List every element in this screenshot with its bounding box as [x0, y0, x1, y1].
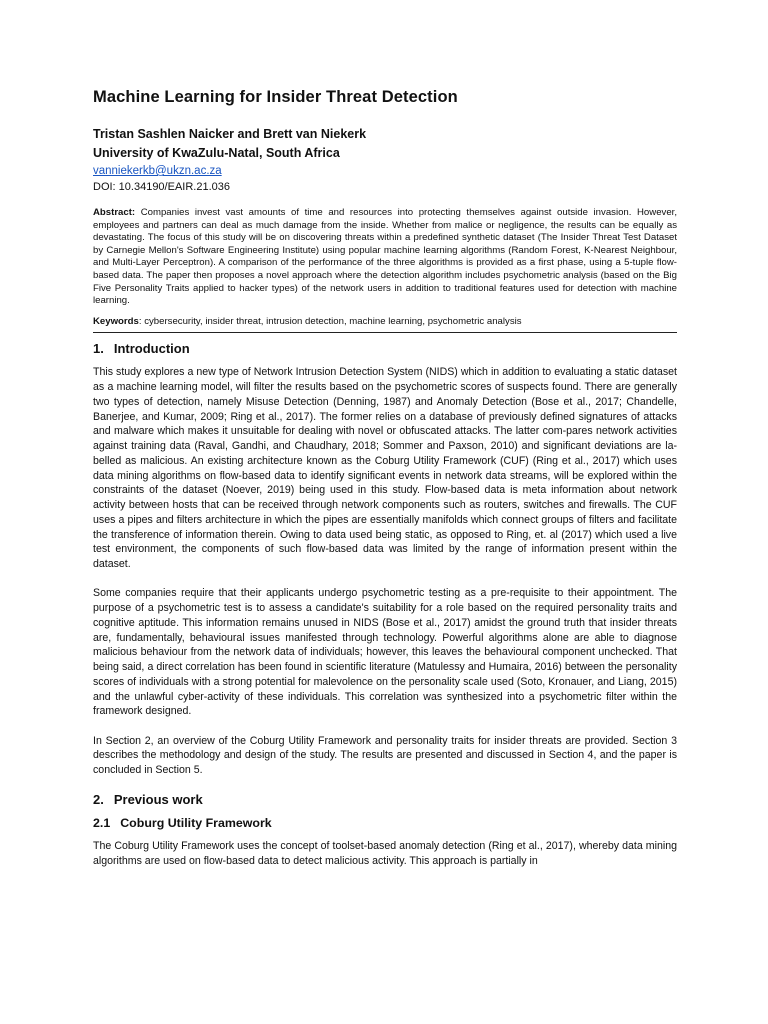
section-title: Introduction [113, 341, 190, 357]
intro-paragraph-3: In Section 2, an overview of the Coburg Utility Framework and personality traits for insider threats are provided. Section 3 describes the methodology and design of the study. The results are presented and discussed in Section 4, and the paper is concluded in Section 5. [93, 734, 677, 777]
coburg-paragraph: The Coburg Utility Framework uses the concept of toolset-based anomaly detection (Ring et al., 2017), whereby data mining algorithms are used on flow-based data to detect malicious activity. This approach is partially in [93, 840, 677, 868]
section-number: 1. [93, 341, 104, 357]
paper-doi: DOI: 10.34190/EAIR.21.036 [93, 181, 230, 193]
paper-title: Machine Learning for Insider Threat Detection [93, 88, 458, 106]
keywords-label: Keywords [93, 315, 139, 327]
section-heading-introduction [93, 341, 677, 356]
section-heading-previous-work [93, 792, 677, 807]
section-divider [93, 332, 677, 333]
keywords [93, 316, 677, 329]
section-number: 2. [93, 792, 104, 808]
intro-paragraph-2: Some companies require that their applicants undergo psychometric testing as a pre-requisite to their appointment. The purpose of a psychometric test is to assess a candidate's suitability for a role based on the required personality traits and cognitive aptitude. This information remains unused in NIDS (Bose et al., 2017) amidst the ground truth that insider threats are, fundamentally, behavioural issues manifested through technology. Powerful algorithms alone are able to diagnose malicious behaviour from the network data of individuals; however, this leaves the behavioural component unchecked. That being said, a direct correlation has been found in scientific literature (Matulessy and Humaira, 2016) between the personality scores of individuals with a strong potential for malevolence on the personality scale used (Soto, Kronauer, and Liang, 2015) and the unlawful cyber-activity of these individuals. This correlation was synthesized into a psychometric filter within the framework designed. [93, 587, 677, 718]
abstract-label: Abstract: [93, 207, 136, 218]
subsection-heading-coburg [93, 816, 677, 830]
subsection-title: Coburg Utility Framework [120, 816, 272, 831]
subsection-number: 2.1 [93, 816, 111, 831]
abstract [93, 207, 677, 308]
abstract-text: Companies invest vast amounts of time and resources into protecting themselves against outside invasion. However, employees and partners can deal as much damage from the inside. Whether from malice or negligence, the results can be equally as devastating. The focus of this study will be on discovering threats within a predefined synthetic dataset (The Insider Threat Test Dataset by Carnegie Mellon's Software Engineering Institute) using popular machine learning algorithms (Random Forest, K-Nearest Neighbour, and Multi-Layer Perceptron). A comparison of the performance of the three algorithms is provided as a first phase, using a 5-tuple flow-based data. The paper then proposes a novel approach where the detection algorithm includes psychometric analysis (based on the Big Five Personality Traits applied to hacker types) of the network users in addition to traditional features used for detection with machine learning. [93, 207, 677, 307]
intro-paragraph-1: This study explores a new type of Network Intrusion Detection System (NIDS) which in addition to evaluating a static dataset as a machine learning model, will filter the results based on the psychometric scores of suspects found. There are generally two types of detection, namely Misuse Detection (Denning, 1987) and Anomaly Detection (Bose et al., 2017; Chandelle, Banerjee, and Kumar, 2009; Ring et al., 2017). The former relies on a database of previously defined signatures of attacks and malware which makes it unsuitable for dealing with novel or obfuscated attacks. The latter com-pares network activities against training data (Raval, Gandhi, and Chaudhary, 2018; Sommer and Paxson, 2010) and significant deviations are la-belled as malicious. An existing architecture known as the Coburg Utility Framework (CUF) (Ring et al., 2017) which uses data mining algorithms on flow-based data to identify significant events in network data streams, will be explored within the constraints of the dataset (Noever, 2019) being used in this study. Flow-based data is meta information about network activity between hosts that can be received through network components such as routers, switches and firewalls. The CUF uses a pipes and filters architecture in which the pipes are essentially manifolds which connect groups of filters and facilitate the transference of information therein. Owing to data used being static, as opposed to Ring, et. al (2017) which used a live test environment, the components of such flow-based data was limited by the range of information present within the dataset. [93, 366, 677, 571]
paper-affiliation: University of KwaZulu-Natal, South Africa [93, 146, 340, 160]
paper-authors: Tristan Sashlen Naicker and Brett van Niekerk [93, 127, 367, 141]
author-email-link[interactable]: vanniekerkb@ukzn.ac.za [93, 165, 222, 177]
section-title: Previous work [113, 792, 203, 808]
keywords-text: : cybersecurity, insider threat, intrusion detection, machine learning, psychometric analysis [138, 315, 522, 327]
